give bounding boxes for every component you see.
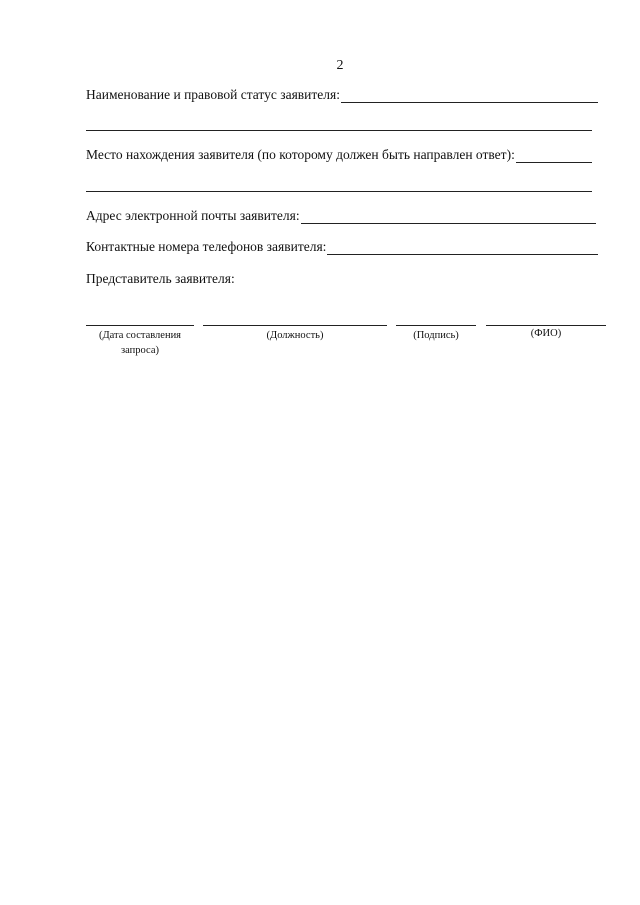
email-field xyxy=(86,208,596,224)
fio-caption: (ФИО) xyxy=(530,328,562,339)
location-field xyxy=(86,147,592,163)
date-signature-line[interactable] xyxy=(86,325,194,326)
name-status-input-line[interactable] xyxy=(341,90,598,103)
representative-label: Представитель заявителя: xyxy=(86,271,235,286)
email-label: Адрес электронной почты заявителя: xyxy=(86,208,300,223)
email-input-line[interactable] xyxy=(301,211,596,224)
page-number: 2 xyxy=(336,58,344,73)
name-status-field xyxy=(86,87,598,103)
phones-field xyxy=(86,239,598,255)
name-status-continuation-line[interactable] xyxy=(86,130,592,131)
location-input-line[interactable] xyxy=(516,150,592,163)
position-signature-line[interactable] xyxy=(203,325,387,326)
location-label: Место нахождения заявителя (по которому должен быть направлен ответ): xyxy=(86,147,515,162)
date-caption: (Дата составления запроса) xyxy=(98,330,182,356)
phones-label: Контактные номера телефонов заявителя: xyxy=(86,239,327,254)
name-status-label: Наименование и правовой статус заявителя: xyxy=(86,87,340,102)
location-continuation-line[interactable] xyxy=(86,191,592,192)
signature-line[interactable] xyxy=(396,325,476,326)
position-caption: (Должность) xyxy=(266,330,324,341)
signature-caption: (Подпись) xyxy=(413,330,459,341)
phones-input-line[interactable] xyxy=(327,242,598,255)
